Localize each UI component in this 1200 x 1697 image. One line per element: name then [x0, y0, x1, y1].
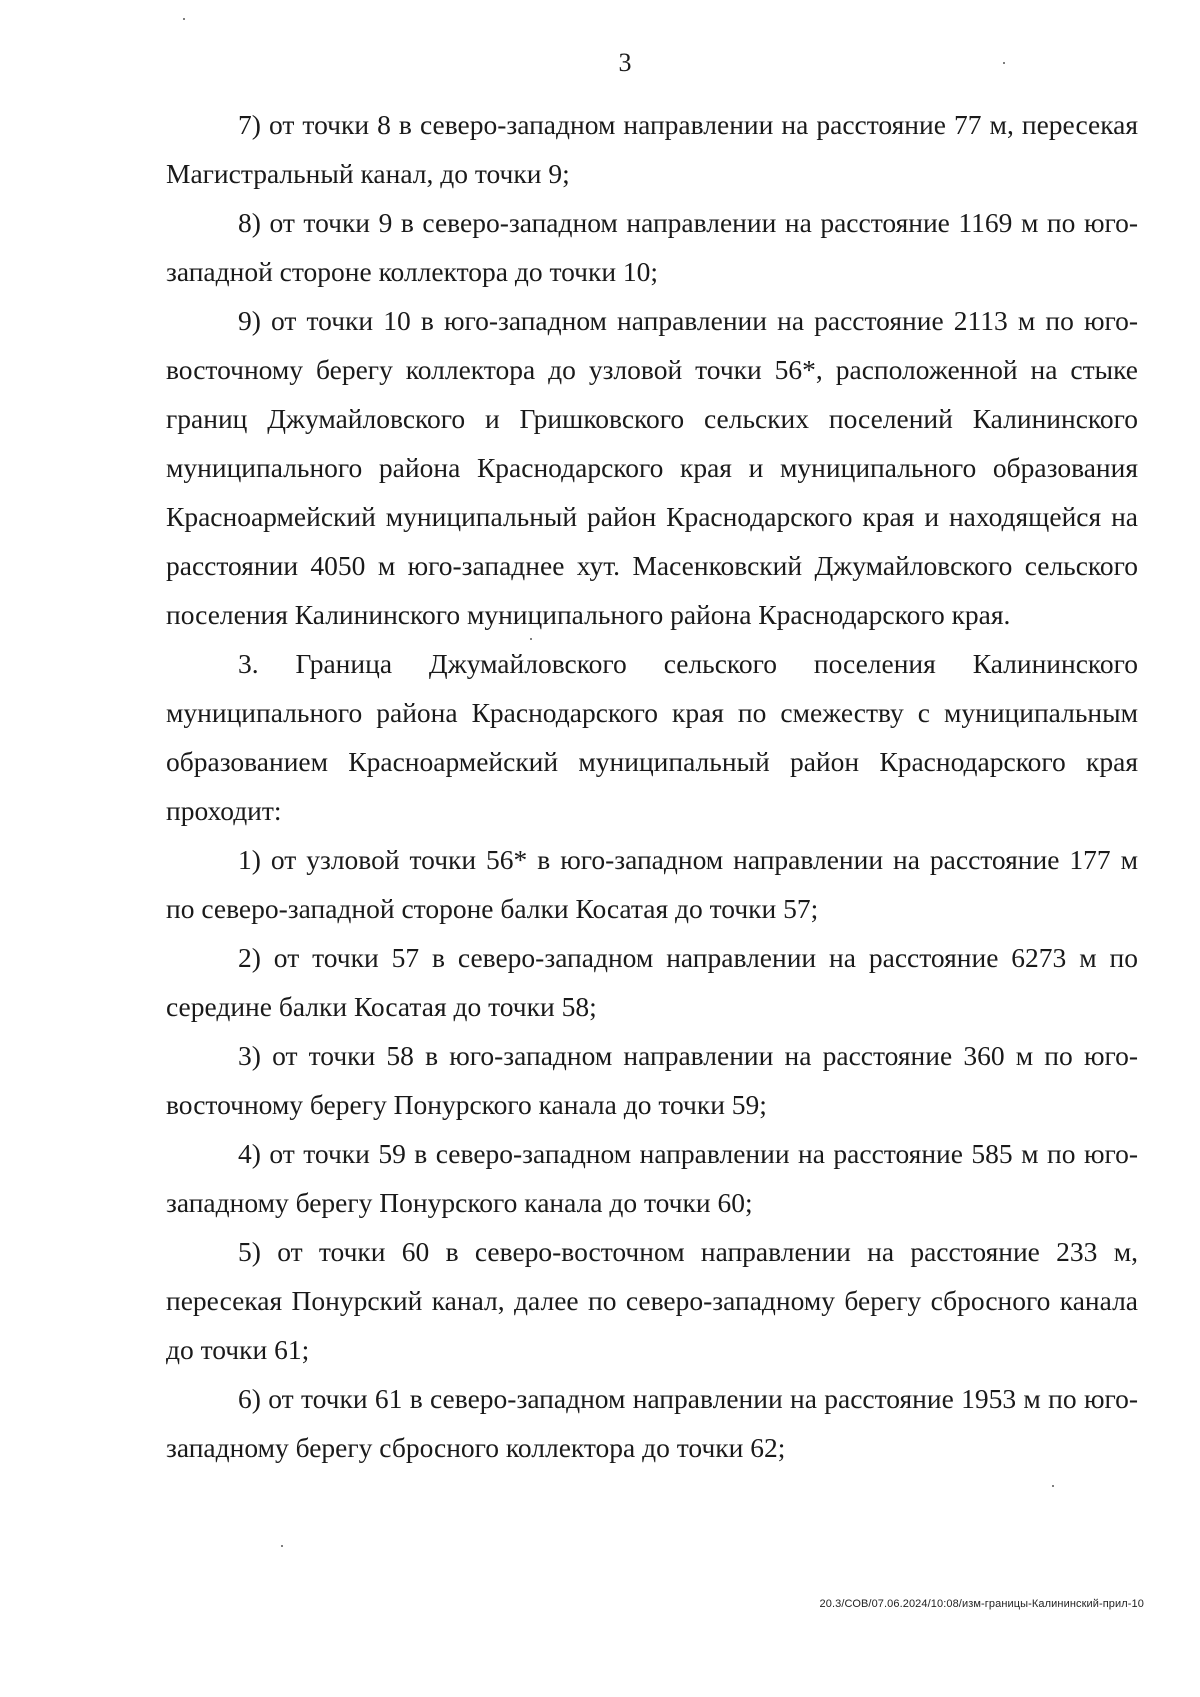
paragraph-item-7: 7) от точки 8 в северо-западном направлении на расстояние 77 м, пересекая Магистральный канал, до точки 9;	[166, 109, 1138, 189]
scan-speck	[530, 638, 532, 640]
page-number: 3	[618, 48, 632, 77]
paragraph-item-4: 4) от точки 59 в северо-западном направлении на расстояние 585 м по юго-западному берегу Понурского канала до точки 60;	[166, 1138, 1138, 1218]
paragraph-item-9: 9) от точки 10 в юго-западном направлении на расстояние 2113 м по юго-восточному берегу коллектора до узловой точки 56*, расположенной на стыке границ Джумайловского и Гришковского сельских поселений Калининского муниципального района Краснодарского края и муниципального образования Красноармейский муниципальный район Краснодарского края и находящейся на расстоянии 4050 м юго-западнее хут. Масенковский Джумайловского сельского поселения Калининского муниципального района Краснодарского края.	[166, 305, 1138, 630]
paragraph-item-6: 6) от точки 61 в северо-западном направлении на расстояние 1953 м по юго-западному берегу сбросного коллектора до точки 62;	[166, 1383, 1138, 1463]
document-footer-code: 20.3/СОВ/07.06.2024/10:08/изм-границы-Калининский-прил-10	[819, 1598, 1144, 1610]
scan-speck	[1003, 62, 1005, 64]
paragraph-item-3: 3) от точки 58 в юго-западном направлении на расстояние 360 м по юго-восточному берегу Понурского канала до точки 59;	[166, 1040, 1138, 1120]
paragraph-item-2: 2) от точки 57 в северо-западном направлении на расстояние 6273 м по середине балки Косатая до точки 58;	[166, 942, 1138, 1022]
scan-speck	[183, 18, 185, 20]
scan-speck	[1052, 1485, 1054, 1487]
paragraph-item-8: 8) от точки 9 в северо-западном направлении на расстояние 1169 м по юго-западной стороне коллектора до точки 10;	[166, 207, 1138, 287]
document-body	[166, 100, 1138, 1472]
paragraph-section-3: 3. Граница Джумайловского сельского поселения Калининского муниципального района Краснодарского края по смежеству с муниципальным образованием Красноармейский муниципальный район Краснодарского края проходит:	[166, 648, 1138, 826]
paragraph-item-1: 1) от узловой точки 56* в юго-западном направлении на расстояние 177 м по северо-западной стороне балки Косатая до точки 57;	[166, 844, 1138, 924]
scan-speck	[281, 1545, 283, 1547]
paragraph-item-5: 5) от точки 60 в северо-восточном направлении на расстояние 233 м, пересекая Понурский канал, далее по северо-западному берегу сбросного канала до точки 61;	[166, 1236, 1138, 1365]
